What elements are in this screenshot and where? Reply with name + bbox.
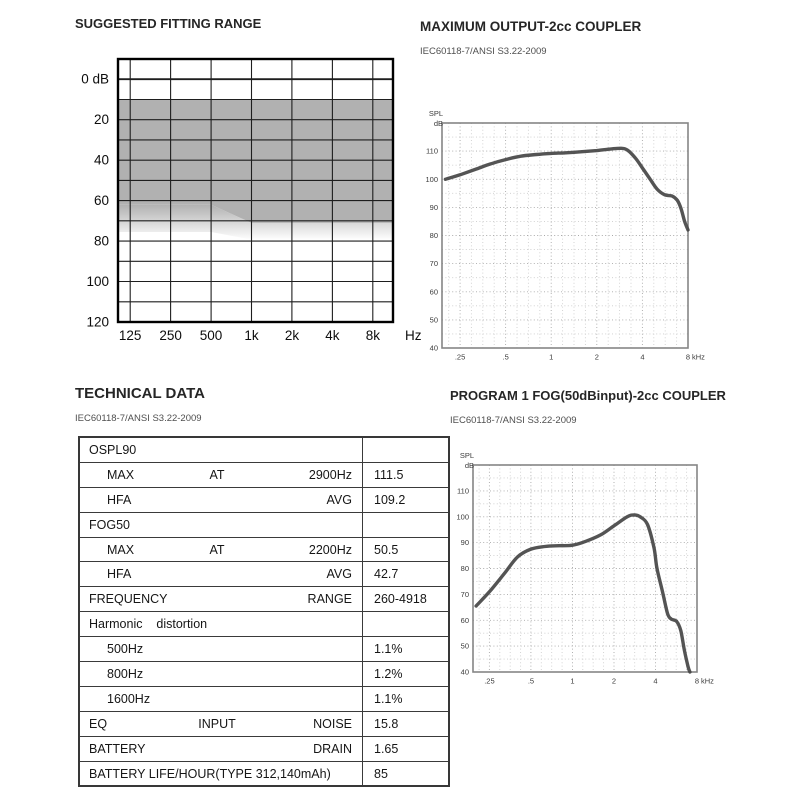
svg-text:2: 2 xyxy=(594,352,599,362)
svg-text:4: 4 xyxy=(653,676,658,686)
svg-text:70: 70 xyxy=(460,589,469,599)
svg-text:500: 500 xyxy=(199,328,223,343)
fog-chart xyxy=(445,440,745,698)
svg-text:50: 50 xyxy=(460,641,469,651)
fog-title: PROGRAM 1 FOG(50dBinput)-2cc COUPLER xyxy=(450,388,726,403)
svg-text:SPL: SPL xyxy=(459,451,474,460)
row-label: OSPL90 xyxy=(89,442,137,457)
svg-text:SPL: SPL xyxy=(428,109,443,118)
row-label: BATTERY LIFE/HOUR(TYPE 312,140mAh) xyxy=(89,766,331,781)
row-label: FOG50 xyxy=(89,517,130,532)
row-right-label: AVG xyxy=(326,492,352,507)
response-curve xyxy=(476,515,690,672)
svg-text:1: 1 xyxy=(549,352,554,362)
table-row xyxy=(80,661,448,686)
row-label: FREQUENCY xyxy=(89,592,168,607)
row-labels xyxy=(80,562,362,586)
row-value: 42.7 xyxy=(362,562,448,586)
row-right-label: DRAIN xyxy=(313,741,352,756)
table-row xyxy=(80,686,448,711)
row-value: 1.65 xyxy=(362,737,448,761)
fitting-range-title: SUGGESTED FITTING RANGE xyxy=(75,16,262,31)
table-row xyxy=(80,462,448,487)
row-labels xyxy=(80,687,362,711)
row-value: 50.5 xyxy=(362,538,448,562)
svg-text:2k: 2k xyxy=(284,328,300,343)
svg-text:90: 90 xyxy=(429,202,438,212)
row-label: HFA xyxy=(107,567,132,582)
svg-text:2: 2 xyxy=(611,676,617,686)
row-value xyxy=(362,438,448,462)
max-output-chart xyxy=(415,95,715,375)
row-label: 500Hz xyxy=(107,642,144,657)
table-row xyxy=(80,512,448,537)
svg-text:250: 250 xyxy=(159,328,182,343)
svg-text:125: 125 xyxy=(118,328,142,343)
svg-text:100: 100 xyxy=(425,174,438,184)
fitting-range-shaded-area xyxy=(118,100,393,223)
row-value: 109.2 xyxy=(362,488,448,512)
row-value xyxy=(362,612,448,636)
svg-text:40: 40 xyxy=(460,667,469,677)
svg-text:60: 60 xyxy=(460,615,469,625)
svg-text:.5: .5 xyxy=(527,676,535,686)
row-label: EQ xyxy=(89,716,108,731)
response-curve xyxy=(445,148,688,230)
max-output-standard: IEC60118-7/ANSI S3.22-2009 xyxy=(420,46,547,57)
row-labels xyxy=(80,438,362,462)
row-value: 15.8 xyxy=(362,712,448,736)
technical-data-title: TECHNICAL DATA xyxy=(75,385,205,402)
row-value: 1.2% xyxy=(362,662,448,686)
row-value xyxy=(362,513,448,537)
row-labels xyxy=(80,488,362,512)
row-right-label: 2900Hz xyxy=(308,467,352,482)
row-mid-label: INPUT xyxy=(198,716,236,731)
svg-text:20: 20 xyxy=(93,112,109,128)
svg-text:.25: .25 xyxy=(454,352,466,362)
row-mid-label: AT xyxy=(209,542,225,557)
row-right-label: NOISE xyxy=(313,716,352,731)
svg-text:dB: dB xyxy=(433,119,443,128)
table-row xyxy=(80,537,448,562)
row-label: MAX xyxy=(107,467,135,482)
svg-text:60: 60 xyxy=(429,287,438,297)
row-label: BATTERY xyxy=(89,741,146,756)
row-labels xyxy=(80,662,362,686)
row-labels xyxy=(80,513,362,537)
svg-text:dB: dB xyxy=(464,461,474,470)
fitting-range-chart xyxy=(60,45,432,357)
svg-text:100: 100 xyxy=(86,274,109,290)
svg-text:80: 80 xyxy=(460,564,469,574)
svg-text:8: 8 xyxy=(694,676,700,686)
table-row xyxy=(80,438,448,462)
row-right-label: RANGE xyxy=(307,592,352,607)
row-label: 1600Hz xyxy=(107,691,151,706)
row-labels xyxy=(80,712,362,736)
max-output-title: MAXIMUM OUTPUT-2cc COUPLER xyxy=(420,19,642,34)
svg-text:1k: 1k xyxy=(244,328,259,343)
row-labels xyxy=(80,587,362,611)
row-labels xyxy=(80,637,362,661)
row-label: Harmonic distortion xyxy=(89,617,208,632)
row-label: 800Hz xyxy=(107,666,144,681)
row-label: HFA xyxy=(107,492,132,507)
svg-text:40: 40 xyxy=(93,152,109,168)
table-row xyxy=(80,611,448,636)
svg-text:70: 70 xyxy=(429,259,438,269)
row-right-label: AVG xyxy=(326,567,352,582)
svg-text:0 dB: 0 dB xyxy=(81,71,109,87)
svg-text:100: 100 xyxy=(456,512,469,522)
row-value: 260-4918 xyxy=(362,587,448,611)
table-row xyxy=(80,487,448,512)
svg-text:1: 1 xyxy=(570,676,575,686)
dotted-grid xyxy=(442,123,688,348)
svg-text:40: 40 xyxy=(429,343,438,353)
svg-text:120: 120 xyxy=(86,314,109,330)
svg-text:80: 80 xyxy=(429,231,438,241)
svg-text:50: 50 xyxy=(429,315,438,325)
svg-text:110: 110 xyxy=(457,486,469,496)
row-label: MAX xyxy=(107,542,135,557)
table-row xyxy=(80,586,448,611)
technical-data-table xyxy=(78,436,450,787)
svg-text:60: 60 xyxy=(93,193,109,209)
row-labels xyxy=(80,538,362,562)
table-row xyxy=(80,761,448,786)
row-labels xyxy=(80,762,362,786)
svg-text:.5: .5 xyxy=(502,352,509,362)
svg-text:90: 90 xyxy=(460,538,469,548)
svg-text:kHz: kHz xyxy=(692,352,705,362)
row-right-label: 2200Hz xyxy=(308,542,352,557)
svg-text:80: 80 xyxy=(93,233,109,249)
table-row xyxy=(80,636,448,661)
row-labels xyxy=(80,612,362,636)
fog-standard: IEC60118-7/ANSI S3.22-2009 xyxy=(450,415,577,426)
table-row xyxy=(80,711,448,736)
svg-text:8: 8 xyxy=(685,352,691,362)
svg-text:kHz: kHz xyxy=(701,676,714,686)
row-value: 1.1% xyxy=(362,687,448,711)
technical-data-standard: IEC60118-7/ANSI S3.22-2009 xyxy=(75,413,202,424)
row-mid-label: AT xyxy=(209,467,225,482)
svg-text:4: 4 xyxy=(640,352,645,362)
row-labels xyxy=(80,463,362,487)
table-row xyxy=(80,736,448,761)
svg-text:Hz: Hz xyxy=(405,328,422,343)
row-value: 1.1% xyxy=(362,637,448,661)
table-row xyxy=(80,561,448,586)
svg-text:8k: 8k xyxy=(365,328,380,343)
row-value: 85 xyxy=(362,762,448,786)
svg-text:110: 110 xyxy=(426,146,438,156)
row-labels xyxy=(80,737,362,761)
row-value: 111.5 xyxy=(362,463,448,487)
svg-text:4k: 4k xyxy=(325,328,340,343)
svg-text:.25: .25 xyxy=(484,676,495,686)
